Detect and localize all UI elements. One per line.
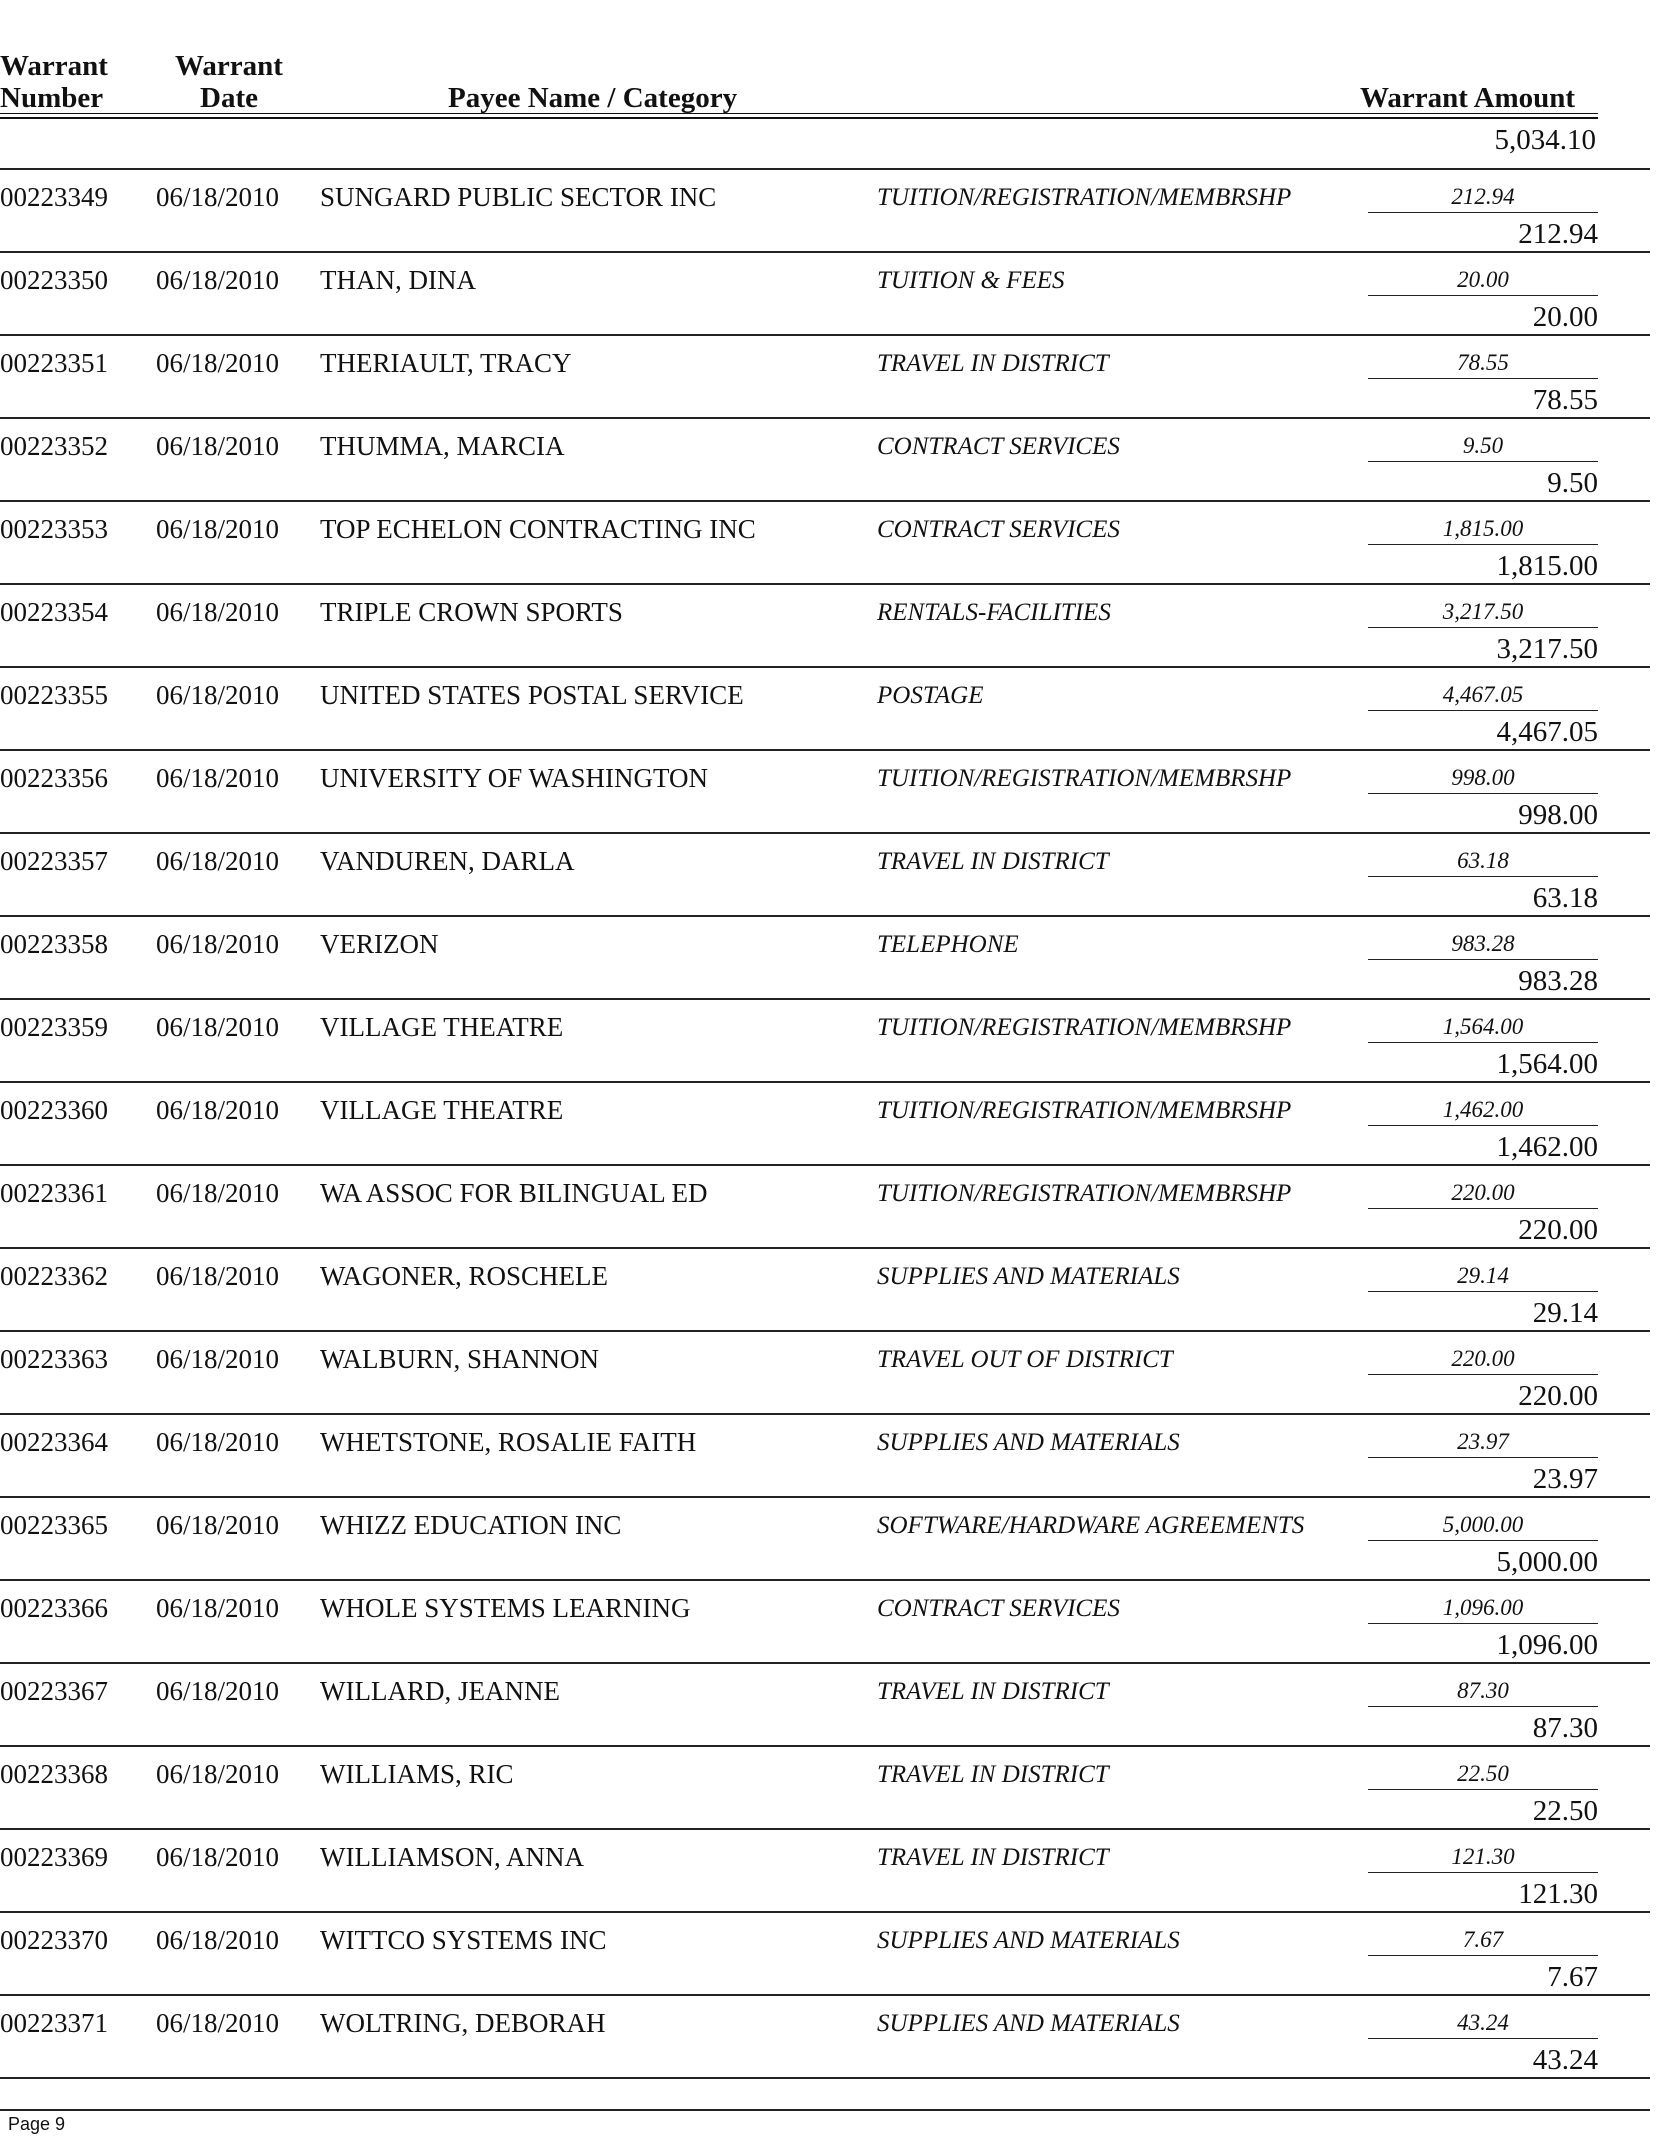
warrant-amount: 1,815.00 [1496,550,1598,582]
warrant-date: 06/18/2010 [156,929,280,959]
payee-name: THUMMA, MARCIA [320,431,565,461]
warrant-amount: 78.55 [1532,384,1598,416]
warrant-date: 06/18/2010 [156,1925,280,1955]
detail-amount: 3,217.50 [1368,599,1598,628]
payee-name: THAN, DINA [320,265,476,295]
header-warrant-amount: Warrant Amount [1360,82,1576,114]
warrant-date: 06/18/2010 [156,1261,280,1291]
warrant-number: 00223366 [0,1593,108,1623]
category: TRAVEL IN DISTRICT [877,350,1109,377]
header-warrant-number: Warrant Number [0,50,108,114]
warrant-number: 00223361 [0,1178,108,1208]
warrant-amount: 7.67 [1547,1961,1598,1993]
category: TRAVEL IN DISTRICT [877,1761,1109,1788]
category: SUPPLIES AND MATERIALS [877,1263,1180,1290]
warrant-number: 00223350 [0,265,108,295]
payee-name: WA ASSOC FOR BILINGUAL ED [320,1178,708,1208]
warrant-date: 06/18/2010 [156,1344,280,1374]
page-number: Page 9 [8,2114,66,2134]
detail-amount: 983.28 [1368,931,1598,960]
category: RENTALS-FACILITIES [877,599,1111,626]
warrant-number: 00223358 [0,929,108,959]
warrant-amount: 4,467.05 [1496,716,1598,748]
warrant-date: 06/18/2010 [156,1178,280,1208]
warrant-amount: 1,096.00 [1496,1629,1598,1661]
warrant-date: 06/18/2010 [156,431,280,461]
carried-forward-total: 5,034.10 [1494,124,1596,156]
warrant-amount: 220.00 [1518,1214,1598,1246]
detail-amount: 220.00 [1368,1180,1598,1209]
category: CONTRACT SERVICES [877,433,1120,460]
category: TUITION/REGISTRATION/MEMBRSHP [877,1014,1292,1041]
warrant-number: 00223359 [0,1012,108,1042]
warrant-number: 00223364 [0,1427,108,1457]
table-row [0,666,1650,751]
warrant-amount: 3,217.50 [1496,633,1598,665]
category: SUPPLIES AND MATERIALS [877,1429,1180,1456]
warrant-amount: 1,462.00 [1496,1131,1598,1163]
payee-name: TRIPLE CROWN SPORTS [320,597,623,627]
payee-name: SUNGARD PUBLIC SECTOR INC [320,182,717,212]
warrant-number: 00223352 [0,431,108,461]
category: SUPPLIES AND MATERIALS [877,1927,1180,1954]
table-row [0,915,1650,1000]
warrant-date: 06/18/2010 [156,680,280,710]
warrant-date: 06/18/2010 [156,846,280,876]
warrant-number: 00223365 [0,1510,108,1540]
warrant-amount: 23.97 [1532,1463,1598,1495]
table-bottom-rule [0,2077,1650,2079]
warrant-number: 00223360 [0,1095,108,1125]
payee-name: TOP ECHELON CONTRACTING INC [320,514,756,544]
payee-name: VERIZON [320,929,439,959]
warrant-amount: 983.28 [1518,965,1598,997]
warrant-number: 00223354 [0,597,108,627]
table-row [0,832,1650,917]
table-row [0,998,1650,1083]
warrant-number: 00223349 [0,182,108,212]
payee-name: WOLTRING, DEBORAH [320,2008,606,2038]
detail-amount: 63.18 [1368,848,1598,877]
payee-name: WAGONER, ROSCHELE [320,1261,608,1291]
warrant-date: 06/18/2010 [156,514,280,544]
payee-name: WILLARD, JEANNE [320,1676,560,1706]
category: CONTRACT SERVICES [877,1595,1120,1622]
warrant-number: 00223351 [0,348,108,378]
detail-amount: 78.55 [1368,350,1598,379]
warrant-date: 06/18/2010 [156,1427,280,1457]
table-row [0,1911,1650,1996]
category: TUITION/REGISTRATION/MEMBRSHP [877,765,1292,792]
payee-name: UNITED STATES POSTAL SERVICE [320,680,744,710]
detail-amount: 20.00 [1368,267,1598,296]
payee-name: VILLAGE THEATRE [320,1095,564,1125]
warrant-date: 06/18/2010 [156,1012,280,1042]
payee-name: UNIVERSITY OF WASHINGTON [320,763,709,793]
table-row [0,1994,1650,2079]
warrant-number: 00223367 [0,1676,108,1706]
detail-amount: 220.00 [1368,1346,1598,1375]
table-row [0,1662,1650,1747]
warrant-amount: 87.30 [1532,1712,1598,1744]
header-payee-category: Payee Name / Category [448,82,738,114]
table-row [0,1247,1650,1332]
table-row [0,417,1650,502]
payee-name: VANDUREN, DARLA [320,846,575,876]
warrant-amount: 121.30 [1518,1878,1598,1910]
detail-amount: 1,815.00 [1368,516,1598,545]
detail-amount: 5,000.00 [1368,1512,1598,1541]
category: CONTRACT SERVICES [877,516,1120,543]
table-row [0,251,1650,336]
category: TRAVEL IN DISTRICT [877,848,1109,875]
warrant-amount: 212.94 [1518,218,1598,250]
warrant-amount: 220.00 [1518,1380,1598,1412]
warrant-number: 00223371 [0,2008,108,2038]
category: TRAVEL OUT OF DISTRICT [877,1346,1173,1373]
detail-amount: 998.00 [1368,765,1598,794]
warrant-date: 06/18/2010 [156,1095,280,1125]
payee-name: VILLAGE THEATRE [320,1012,564,1042]
warrant-amount: 29.14 [1532,1297,1598,1329]
page-bottom-rule [0,2109,1650,2111]
detail-amount: 1,096.00 [1368,1595,1598,1624]
warrant-date: 06/18/2010 [156,1842,280,1872]
detail-amount: 1,564.00 [1368,1014,1598,1043]
table-row [0,334,1650,419]
detail-amount: 7.67 [1368,1927,1598,1956]
warrant-date: 06/18/2010 [156,265,280,295]
category: TUITION & FEES [877,267,1065,294]
warrant-date: 06/18/2010 [156,1759,280,1789]
warrant-number: 00223356 [0,763,108,793]
category: TUITION/REGISTRATION/MEMBRSHP [877,184,1292,211]
category: SOFTWARE/HARDWARE AGREEMENTS [877,1512,1305,1539]
table-row [0,1745,1650,1830]
payee-name: WHIZZ EDUCATION INC [320,1510,622,1540]
warrant-amount: 5,000.00 [1496,1546,1598,1578]
detail-amount: 4,467.05 [1368,682,1598,711]
warrant-date: 06/18/2010 [156,1593,280,1623]
warrant-amount: 22.50 [1532,1795,1598,1827]
detail-amount: 1,462.00 [1368,1097,1598,1126]
detail-amount: 212.94 [1368,184,1598,213]
detail-amount: 87.30 [1368,1678,1598,1707]
table-row [0,1081,1650,1166]
table-row [0,1164,1650,1249]
payee-name: WILLIAMS, RIC [320,1759,514,1789]
detail-amount: 29.14 [1368,1263,1598,1292]
warrant-date: 06/18/2010 [156,763,280,793]
table-row [0,500,1650,585]
warrant-number: 00223369 [0,1842,108,1872]
category: TUITION/REGISTRATION/MEMBRSHP [877,1097,1292,1124]
warrant-date: 06/18/2010 [156,182,280,212]
table-row [0,1330,1650,1415]
warrant-amount: 63.18 [1532,882,1598,914]
category: SUPPLIES AND MATERIALS [877,2010,1180,2037]
payee-name: WALBURN, SHANNON [320,1344,600,1374]
category: TELEPHONE [877,931,1019,958]
category: TRAVEL IN DISTRICT [877,1844,1109,1871]
table-row [0,1496,1650,1581]
table-row [0,583,1650,668]
table-row [0,168,1650,253]
detail-amount: 121.30 [1368,1844,1598,1873]
category: TUITION/REGISTRATION/MEMBRSHP [877,1180,1292,1207]
warrant-number: 00223363 [0,1344,108,1374]
payee-name: THERIAULT, TRACY [320,348,572,378]
warrant-date: 06/18/2010 [156,348,280,378]
table-row [0,749,1650,834]
warrant-amount: 998.00 [1518,799,1598,831]
warrant-amount: 43.24 [1532,2044,1598,2076]
warrant-date: 06/18/2010 [156,1676,280,1706]
warrant-number: 00223353 [0,514,108,544]
table-row [0,1828,1650,1913]
detail-amount: 23.97 [1368,1429,1598,1458]
detail-amount: 22.50 [1368,1761,1598,1790]
warrant-number: 00223357 [0,846,108,876]
table-row [0,1413,1650,1498]
warrant-amount: 9.50 [1547,467,1598,499]
table-row [0,1579,1650,1664]
category: POSTAGE [877,682,984,709]
warrant-number: 00223370 [0,1925,108,1955]
detail-amount: 9.50 [1368,433,1598,462]
header-warrant-date: Warrant Date [175,50,283,114]
payee-name: WHOLE SYSTEMS LEARNING [320,1593,691,1623]
warrant-amount: 20.00 [1532,301,1598,333]
payee-name: WHETSTONE, ROSALIE FAITH [320,1427,697,1457]
payee-name: WILLIAMSON, ANNA [320,1842,584,1872]
category: TRAVEL IN DISTRICT [877,1678,1109,1705]
warrant-number: 00223362 [0,1261,108,1291]
warrant-amount: 1,564.00 [1496,1048,1598,1080]
warrant-date: 06/18/2010 [156,1510,280,1540]
payee-name: WITTCO SYSTEMS INC [320,1925,607,1955]
warrant-number: 00223368 [0,1759,108,1789]
warrant-date: 06/18/2010 [156,2008,280,2038]
warrant-number: 00223355 [0,680,108,710]
detail-amount: 43.24 [1368,2010,1598,2039]
warrant-date: 06/18/2010 [156,597,280,627]
